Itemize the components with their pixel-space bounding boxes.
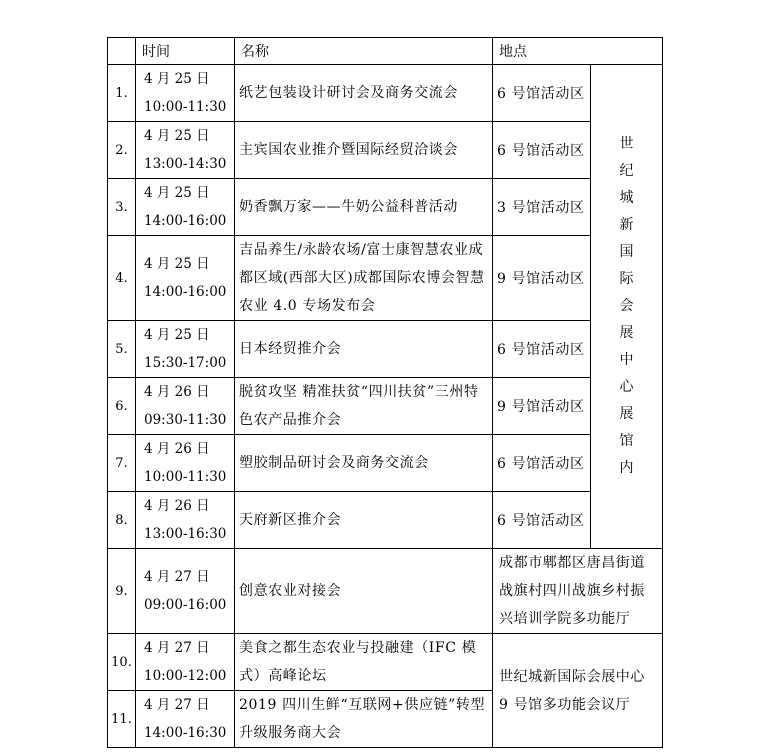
table-row	[108, 179, 663, 236]
table-row	[108, 65, 663, 122]
row-time: 4 月 26 日 13:00-16:30	[136, 492, 235, 549]
row-name: 吉品养生/永龄农场/富士康智慧农业成都区域(西部大区)成都国际农博会智慧农业 4.0 专场发布会	[235, 236, 493, 321]
row-time: 4 月 27 日 09:00-16:00	[136, 549, 235, 634]
row-time: 4 月 27 日 14:00-16:30	[136, 691, 235, 748]
row-location: 6 号馆活动区	[493, 492, 591, 549]
row-location: 6 号馆活动区	[493, 65, 591, 122]
row-name: 创意农业对接会	[235, 549, 493, 634]
table-row	[108, 549, 663, 634]
row-name: 2019 四川生鲜“互联网+供应链”转型升级服务商大会	[235, 691, 493, 748]
row-location: 9 号馆活动区	[493, 378, 591, 435]
row-location: 6 号馆活动区	[493, 435, 591, 492]
row-number: 9.	[108, 549, 136, 634]
row-time: 4 月 25 日 15:30-17:00	[136, 321, 235, 378]
row-number: 4.	[108, 236, 136, 321]
header-location: 地点	[493, 38, 663, 65]
table-row	[108, 435, 663, 492]
row-time: 4 月 25 日 10:00-11:30	[136, 65, 235, 122]
schedule-table	[107, 37, 663, 748]
header-name: 名称	[235, 38, 493, 65]
table-row	[108, 236, 663, 321]
row-location: 世纪城新国际会展中心 9 号馆多功能会议厅	[493, 634, 663, 748]
row-location: 3 号馆活动区	[493, 179, 591, 236]
table-row	[108, 378, 663, 435]
table-row	[108, 492, 663, 549]
row-name: 主宾国农业推介暨国际经贸洽谈会	[235, 122, 493, 179]
table-row	[108, 634, 663, 691]
row-number: 5.	[108, 321, 136, 378]
row-location: 6 号馆活动区	[493, 122, 591, 179]
row-number: 6.	[108, 378, 136, 435]
row-time: 4 月 27 日 10:00-12:00	[136, 634, 235, 691]
row-name: 日本经贸推介会	[235, 321, 493, 378]
row-time: 4 月 26 日 10:00-11:30	[136, 435, 235, 492]
side-location: 世纪城新国际会展中心展馆内	[591, 65, 663, 549]
row-number: 11.	[108, 691, 136, 748]
header-time: 时间	[136, 38, 235, 65]
row-name: 美食之都生态农业与投融建（IFC 模式）高峰论坛	[235, 634, 493, 691]
row-name: 塑胶制品研讨会及商务交流会	[235, 435, 493, 492]
row-number: 8.	[108, 492, 136, 549]
row-name: 奶香飘万家——牛奶公益科普活动	[235, 179, 493, 236]
row-time: 4 月 26 日 09:30-11:30	[136, 378, 235, 435]
row-number: 7.	[108, 435, 136, 492]
row-time: 4 月 25 日 13:00-14:30	[136, 122, 235, 179]
row-name: 纸艺包装设计研讨会及商务交流会	[235, 65, 493, 122]
table-row	[108, 321, 663, 378]
header-num	[108, 38, 136, 65]
row-location: 6 号馆活动区	[493, 321, 591, 378]
row-number: 10.	[108, 634, 136, 691]
row-location: 9 号馆活动区	[493, 236, 591, 321]
row-number: 1.	[108, 65, 136, 122]
row-location: 成都市郫都区唐昌街道战旗村四川战旗乡村振兴培训学院多功能厅	[493, 549, 663, 634]
row-time: 4 月 25 日 14:00-16:00	[136, 179, 235, 236]
row-number: 3.	[108, 179, 136, 236]
header-row	[108, 38, 663, 65]
row-name: 脱贫攻坚 精准扶贫“四川扶贫”三州特色农产品推介会	[235, 378, 493, 435]
row-number: 2.	[108, 122, 136, 179]
table-row	[108, 122, 663, 179]
row-name: 天府新区推介会	[235, 492, 493, 549]
row-time: 4 月 25 日 14:00-16:00	[136, 236, 235, 321]
